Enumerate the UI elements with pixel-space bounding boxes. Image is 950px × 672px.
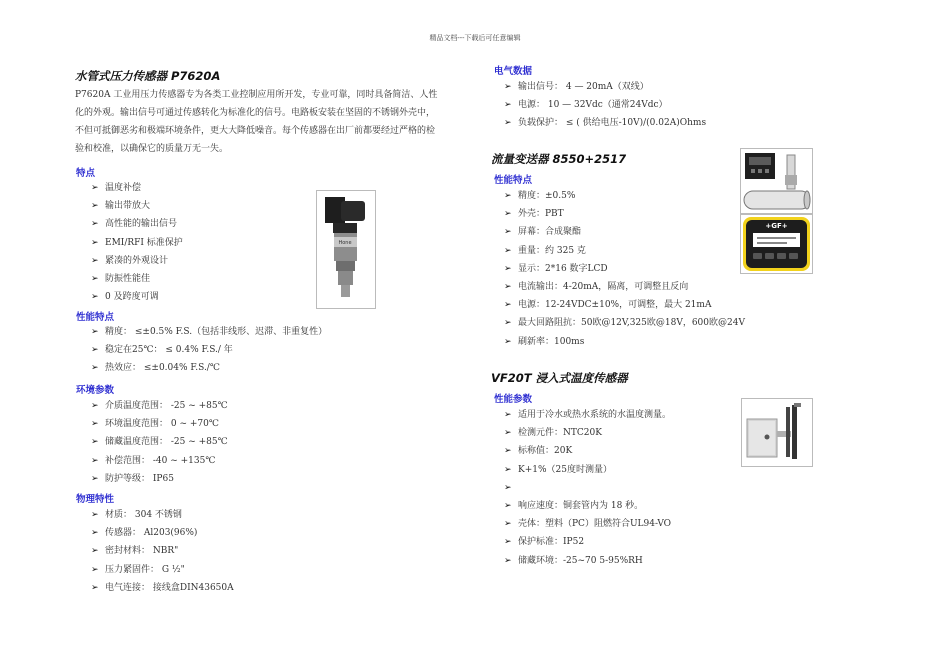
temperature-sensor-photo — [741, 398, 813, 467]
temperature-sensor-illustration — [742, 399, 812, 466]
arrow-bullet-icon: ➢ — [91, 327, 99, 337]
temp-params-list — [504, 406, 671, 570]
list-item: ➢ 电源： 10 — 32Vdc（通常24Vdc） — [504, 96, 706, 114]
arrow-bullet-icon: ➢ — [91, 473, 99, 484]
list-item: ➢ 0 及跨度可调 — [91, 288, 183, 306]
arrow-bullet-icon: ➢ — [504, 555, 512, 566]
list-item: ➢ 电源：12-24VDC±10%，可调整，最大 21mA — [504, 296, 745, 314]
arrow-bullet-icon: ➢ — [504, 118, 512, 129]
electrical-list — [504, 78, 706, 133]
list-item: ➢ 防振性能佳 — [91, 270, 183, 288]
list-item: ➢ 压力紧固件： G ½" — [91, 561, 234, 579]
list-item: ➢ 检测元件：NTC20K — [504, 424, 671, 442]
list-item: ➢ 高性能的输出信号 — [91, 215, 183, 233]
list-item: ➢ 外壳：PBT — [504, 205, 745, 223]
list-item: ➢ 响应速度：铜套管内为 18 秒。 — [504, 497, 671, 515]
list-item: ➢ 显示：2*16 数字LCD — [504, 260, 745, 278]
list-item: ➢ 热效应： ≤±0.04% F.S./℃ — [91, 359, 327, 377]
arrow-bullet-icon: ➢ — [504, 245, 512, 256]
temperature-sensor-title: VF20T 浸入式温度传感器 — [491, 371, 628, 385]
list-item: ➢ 屏幕：合成聚酯 — [504, 223, 745, 241]
list-item: ➢ 环境温度范围： 0 ~ +70℃ — [91, 415, 228, 433]
list-item — [504, 479, 671, 497]
section-heading-electrical: 电气数据 — [494, 66, 533, 77]
list-item: ➢ 最大回路阻抗：50欧@12V,325欧@18V，600欧@24V — [504, 314, 745, 332]
section-heading-performance: 性能特点 — [76, 312, 115, 323]
arrow-bullet-icon: ➢ — [504, 300, 512, 311]
features-list — [91, 179, 183, 306]
list-item: ➢ 保护标准：IP52 — [504, 533, 671, 551]
arrow-bullet-icon: ➢ — [91, 510, 99, 520]
intro-line: 化的外观。输出信号可通过传感转化为标准化的信号。电路板安装在坚固的不锈钢外壳中， — [75, 108, 436, 118]
arrow-bullet-icon: ➢ — [91, 292, 99, 303]
list-item: ➢ 紧凑的外观设计 — [91, 252, 183, 270]
section-heading-features: 特点 — [76, 168, 96, 179]
arrow-bullet-icon: ➢ — [504, 100, 512, 111]
arrow-bullet-icon: ➢ — [504, 209, 512, 220]
arrow-bullet-icon: ➢ — [504, 336, 512, 347]
arrow-bullet-icon: ➢ — [504, 482, 512, 493]
arrow-bullet-icon: ➢ — [91, 419, 99, 430]
section-heading-flow-performance: 性能特点 — [494, 175, 533, 186]
arrow-bullet-icon: ➢ — [91, 546, 99, 557]
list-item: ➢ 介质温度范围： -25 ~ +85℃ — [91, 397, 228, 415]
arrow-bullet-icon: ➢ — [504, 227, 512, 238]
list-item: ➢ 电气连接： 接线盒DIN43650A — [91, 579, 234, 597]
list-item: ➢ 刷新率：100ms — [504, 333, 745, 351]
arrow-bullet-icon: ➢ — [504, 281, 512, 292]
arrow-bullet-icon: ➢ — [91, 183, 99, 193]
list-item: ➢ 适用于冷水或热水系统的水温度测量。 — [504, 406, 671, 424]
flow-transmitter-photo — [740, 148, 813, 214]
list-item: ➢ 密封材料： NBR" — [91, 542, 234, 560]
list-item: ➢ 电流输出：4-20mA，隔离，可调整且反向 — [504, 278, 745, 296]
performance-list — [91, 323, 327, 378]
arrow-bullet-icon: ➢ — [504, 500, 512, 511]
flow-performance-list — [504, 187, 745, 351]
arrow-bullet-icon: ➢ — [504, 318, 512, 329]
list-item: ➢ 储藏环境：-25~70 5-95%RH — [504, 552, 671, 570]
pressure-sensor-photo — [316, 190, 376, 309]
brand-logo: +GF+ — [765, 222, 788, 230]
list-item: ➢ 标称值：20K — [504, 442, 671, 460]
list-item: ➢ 精度：±0.5% — [504, 187, 745, 205]
arrow-bullet-icon: ➢ — [91, 455, 99, 466]
intro-line: P7620A 工业用压力传感器专为各类工业控制应用所开发，专业可靠，同时具备简洁、人性 — [75, 90, 438, 100]
arrow-bullet-icon: ➢ — [504, 82, 512, 92]
list-item: ➢ 温度补偿 — [91, 179, 183, 197]
arrow-bullet-icon: ➢ — [91, 363, 99, 374]
pressure-sensor-intro — [75, 86, 475, 158]
list-item: ➢ 输出带放大 — [91, 197, 183, 215]
list-item: ➢ 传感器： Al203(96%) — [91, 524, 234, 542]
arrow-bullet-icon: ➢ — [504, 519, 512, 530]
list-item: ➢ 输出信号： 4 — 20mA（双线） — [504, 78, 706, 96]
list-item: ➢ 防护等级： IP65 — [91, 470, 228, 488]
section-heading-temp-params: 性能参数 — [494, 394, 533, 405]
arrow-bullet-icon: ➢ — [504, 537, 512, 548]
sensor-label-text: Hone — [338, 240, 352, 246]
intro-line: 验和校准，以确保它的质量万无一失。 — [75, 144, 229, 154]
section-heading-physical: 物理特性 — [76, 494, 115, 505]
arrow-bullet-icon: ➢ — [504, 191, 512, 201]
arrow-bullet-icon: ➢ — [91, 528, 99, 539]
arrow-bullet-icon: ➢ — [504, 428, 512, 439]
pressure-sensor-illustration — [317, 191, 375, 308]
arrow-bullet-icon: ➢ — [91, 219, 99, 230]
flow-transmitter-illustration — [741, 149, 812, 213]
flow-display-photo — [740, 214, 813, 274]
list-item: ➢ 壳体：塑料（PC）阻燃符合UL94-VO — [504, 515, 671, 533]
section-heading-environment: 环境参数 — [76, 385, 115, 396]
environment-list — [91, 397, 228, 488]
page-header: 精品文档---下载后可任意编辑 — [429, 34, 521, 42]
arrow-bullet-icon: ➢ — [504, 263, 512, 274]
arrow-bullet-icon: ➢ — [91, 255, 99, 266]
pressure-sensor-title: 水管式压力传感器 P7620A — [75, 69, 221, 83]
list-item: ➢ 负载保护： ≤ ( 供给电压-10V)/(0.02A)Ohms — [504, 114, 706, 132]
list-item: ➢ 稳定在25℃： ≤ 0.4% F.S./ 年 — [91, 341, 327, 359]
list-item: ➢ 材质： 304 不锈钢 — [91, 506, 234, 524]
physical-list — [91, 506, 234, 597]
arrow-bullet-icon: ➢ — [91, 345, 99, 356]
list-item: ➢ 精度： ≤±0.5% F.S.（包括非线形、迟滞、非重复性） — [91, 323, 327, 341]
arrow-bullet-icon: ➢ — [91, 201, 99, 212]
arrow-bullet-icon: ➢ — [91, 582, 99, 593]
list-item: ➢ EMI/RFI 标准保护 — [91, 234, 183, 252]
arrow-bullet-icon: ➢ — [504, 446, 512, 457]
arrow-bullet-icon: ➢ — [504, 464, 512, 475]
list-item: ➢ 补偿范围： -40 ~ +135℃ — [91, 452, 228, 470]
flow-transmitter-title: 流量变送器 8550+2517 — [491, 152, 627, 166]
arrow-bullet-icon: ➢ — [91, 437, 99, 448]
arrow-bullet-icon: ➢ — [91, 401, 99, 411]
arrow-bullet-icon: ➢ — [91, 237, 99, 248]
list-item: ➢ K+1%（25度时测量） — [504, 461, 671, 479]
arrow-bullet-icon: ➢ — [91, 564, 99, 575]
arrow-bullet-icon: ➢ — [504, 410, 512, 420]
list-item: ➢ 重量：约 325 克 — [504, 242, 745, 260]
intro-line: 不但可抵御恶劣和极端环境条件，更大大降低噪音。每个传感器在出厂前都要经过严格的检 — [75, 126, 436, 136]
arrow-bullet-icon: ➢ — [91, 273, 99, 284]
list-item: ➢ 储藏温度范围： -25 ~ +85℃ — [91, 433, 228, 451]
